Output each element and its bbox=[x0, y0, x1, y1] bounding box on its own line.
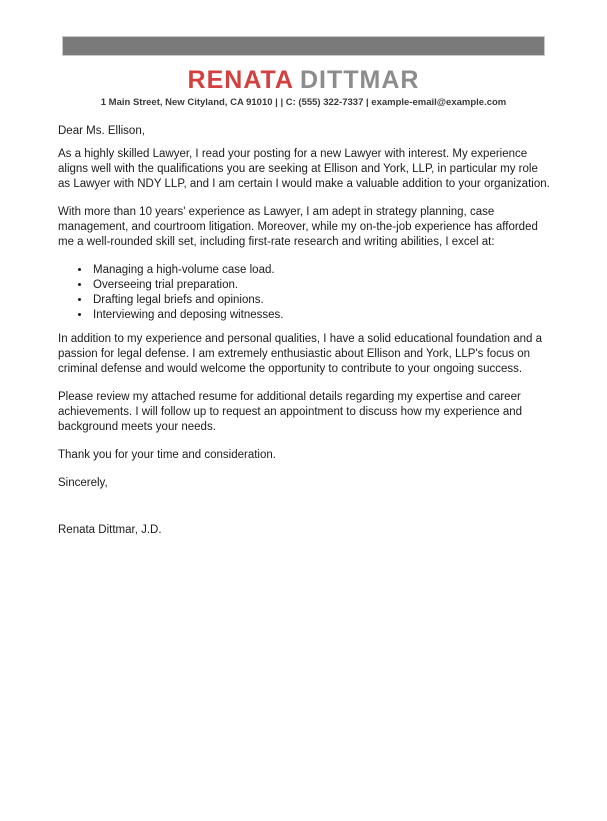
last-name: DITTMAR bbox=[299, 66, 420, 94]
bullet-item: • Overseeing trial preparation. bbox=[91, 278, 552, 293]
signature: Renata Dittmar, J.D. bbox=[58, 524, 162, 536]
paragraph-intro: As a highly skilled Lawyer, I read your posting for a new Lawyer with interest. My experience aligns well with the qualifications you are seeking at Ellison and York, LLP, in particular my role as Lawyer with NDY LLP, and I am certain I would make a valuable addition to your organization. bbox=[58, 148, 550, 190]
bullet-item: • Managing a high-volume case load. bbox=[91, 263, 552, 278]
paragraph-resume: Please review my attached resume for additional details regarding my expertise and career achievements. I will follow up to request an appointment to discuss how my experience and background meets your needs. bbox=[58, 391, 523, 433]
name-heading bbox=[0, 67, 607, 93]
paragraph-experience: With more than 10 years' experience as Lawyer, I am adept in strategy planning, case management, and courtroom litigation. Moreover, while my on-the-job experience has afforded me a well-rounded skill set, including first-rate research and writing abilities, I excel at: bbox=[58, 206, 538, 248]
first-name: RENATA bbox=[187, 66, 294, 94]
cover-letter-page bbox=[0, 36, 607, 821]
paragraph-education: In addition to my experience and personal qualities, I have a solid educational foundation and a passion for legal defense. I am extremely enthusiastic about Ellison and York, LLP's focus on criminal defense and would welcome the opportunity to contribute to your ongoing success. bbox=[58, 333, 542, 375]
contact-line: 1 Main Street, New Cityland, CA 91010 | | C: (555) 322-7337 | example-email@example.com bbox=[100, 97, 507, 108]
bullet-item: • Drafting legal briefs and opinions. bbox=[91, 293, 552, 308]
skills-bullet-list bbox=[58, 263, 552, 323]
salutation: Dear Ms. Ellison, bbox=[58, 125, 145, 137]
header-divider-bar bbox=[62, 36, 545, 56]
paragraph-thanks: Thank you for your time and consideration. bbox=[58, 449, 276, 461]
bullet-item: • Interviewing and deposing witnesses. bbox=[91, 308, 552, 323]
letter-body bbox=[58, 124, 552, 538]
signoff: Sincerely, bbox=[58, 477, 108, 489]
